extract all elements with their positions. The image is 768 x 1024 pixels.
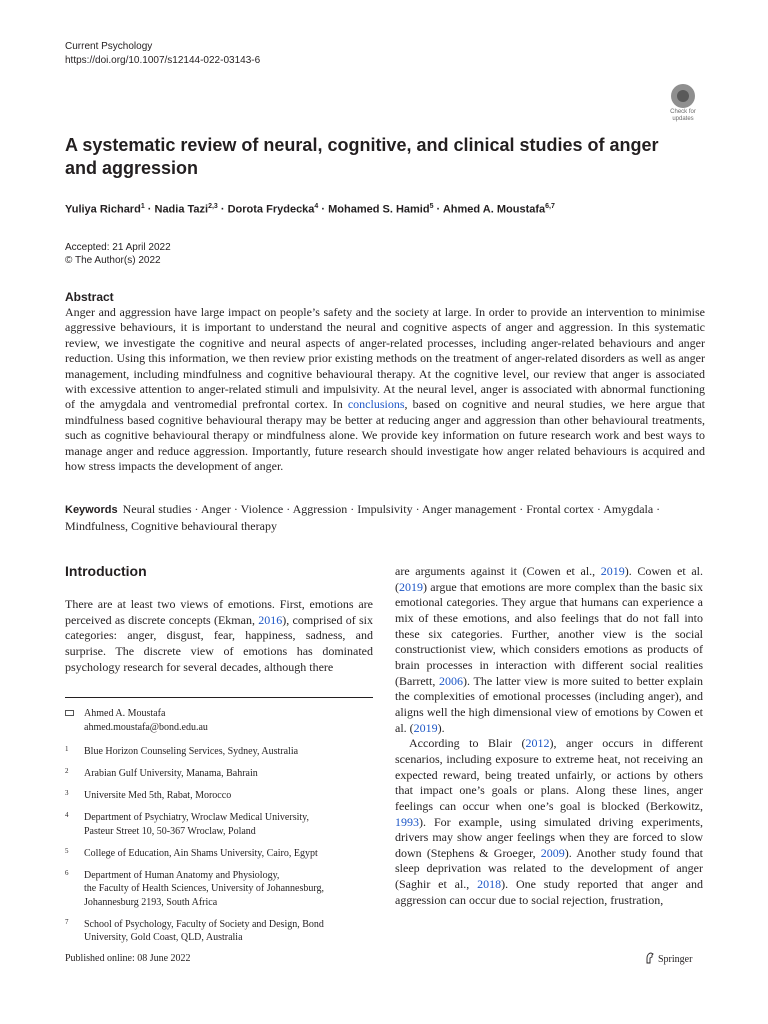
paragraph-text: There are at least two views of emotions. First, emotions are perceived as discrete concepts (Ekman, bbox=[65, 597, 373, 627]
corresponding-author: Ahmed A. Moustafa bbox=[84, 708, 166, 719]
journal-header bbox=[65, 40, 260, 68]
affiliation-item bbox=[65, 767, 375, 781]
paragraph-text: ). Cowen et al. ( bbox=[395, 564, 703, 594]
affiliation-number: 4 bbox=[65, 811, 69, 819]
citation-link[interactable]: 2009 bbox=[540, 845, 565, 860]
affiliation-line: Universite Med 5th, Rabat, Morocco bbox=[84, 790, 232, 801]
affiliation-number: 6 bbox=[65, 868, 69, 877]
paragraph-text: ). The latter view is more suited to better explain the complexities of emotional processes (including anger), and aligns well the high dimensional view of emotions by Cowen et al. ( bbox=[395, 673, 703, 735]
paragraph-text: ), comprised of six categories: anger, disgust, fear, happiness, sadness, and surprise. The discrete view of emotions has dominated psychology research for several decades, although there bbox=[65, 612, 374, 674]
affiliation-number: 1 bbox=[65, 745, 69, 753]
author-separator: · bbox=[433, 203, 443, 216]
introduction-left-paragraph bbox=[65, 597, 373, 676]
affiliation-line: University, Gold Coast, QLD, Australia bbox=[84, 932, 243, 943]
author-affiliation-number: 1 bbox=[140, 203, 145, 210]
author-separator: · bbox=[318, 203, 329, 216]
affiliation-item bbox=[65, 811, 375, 838]
affiliation-line: Pasteur Street 10, 50-367 Wroclaw, Poland bbox=[84, 825, 256, 837]
abstract-text-part-2: , based on cognitive and neural studies, we here argue that mindfulness based cognitive behavioural therapy may be better at reducing anger and aggression than other behavioural treatments, such as cognitive behavioural therapy or mindfulness alone. We provide key information on future research work and best ways to manage anger and reduce aggression. Importantly, future research should investigate how anger related behaviours is acquired and how stress impacts the development of anger. bbox=[65, 397, 705, 474]
badge-line-2: updates bbox=[672, 116, 694, 122]
author-name[interactable]: Yuliya Richard bbox=[65, 203, 141, 216]
springer-horse-icon bbox=[645, 952, 654, 964]
paragraph-text: ), anger occurs in different scenarios, including exposure to extreme heat, not receiving an expected reward, being treated unfairly, or actions by others that impact one’s goals or plans. Along these lines, anger feelings can occur when one’s goal is blocked (Berkowitz, bbox=[395, 736, 703, 813]
doi-link[interactable]: https://doi.org/10.1007/s12144-022-03143-6 bbox=[65, 55, 261, 66]
author-name[interactable]: Dorota Frydecka bbox=[227, 203, 315, 216]
author-affiliation-number: 4 bbox=[314, 203, 319, 210]
paragraph-text: ). bbox=[437, 720, 445, 735]
author-affiliation-number: 5 bbox=[429, 203, 434, 210]
introduction-right-column bbox=[395, 564, 703, 908]
author-name[interactable]: Ahmed A. Moustafa bbox=[442, 203, 546, 216]
affiliation-number: 7 bbox=[65, 917, 69, 926]
citation-link[interactable]: 2019 bbox=[399, 579, 423, 594]
abstract-text-part-1: Anger and aggression have large impact on people’s safety and the society at large. In order to provide an intervention to minimise aggressive behaviours, it is important to understand the neural and cognitive aspects of anger and aggression. In this systematic review, we investigate the cognitive and neural aspects of anger-related processes, including anger-related behaviours and anger reduction. Using this information, we then review prior existing methods on the treatment of anger-related disorders as well as anger management, including mindfulness and cognitive behavioural therapy. At the cognitive level, our review that anger is associated with excessive attention to anger-related stimuli and impulsivity. At the neural level, anger is associated with abnormal functioning of the amygdala and ventromedial prefrontal cortex. In bbox=[65, 305, 705, 412]
affiliation-line: College of Education, Ain Shams University, Cairo, Egypt bbox=[84, 847, 318, 859]
badge-line-1: Check for bbox=[670, 109, 696, 115]
affiliation-number: 2 bbox=[65, 767, 69, 775]
affiliations-list bbox=[65, 745, 375, 953]
affiliation-line: the Faculty of Health Sciences, University of Johannesburg, bbox=[84, 883, 325, 894]
author-separator: · bbox=[144, 203, 155, 216]
citation-link[interactable]: 2019 bbox=[413, 720, 438, 735]
author-list bbox=[65, 203, 555, 216]
introduction-right-paragraph-2 bbox=[395, 736, 703, 908]
author-affiliation-number: 6,7 bbox=[545, 203, 555, 210]
affiliation-item bbox=[65, 869, 375, 910]
affiliation-line: Johannesburg 2193, South Africa bbox=[84, 896, 218, 908]
affiliation-line: Arabian Gulf University, Manama, Bahrain bbox=[84, 768, 258, 779]
paragraph-text: ) argue that emotions are more complex than the basic six emotional categories. They argue that humans can experience a mix of these emotions, and also feelings that do not fall into these six categories. Further, another view is the social constructionist view, which considers emotions as products of brain processes in interaction with different social realities (Barrett, bbox=[395, 579, 703, 688]
envelope-icon bbox=[65, 710, 74, 716]
introduction-right-paragraph-1 bbox=[395, 564, 703, 736]
author-name[interactable]: Mohamed S. Hamid bbox=[328, 203, 430, 216]
check-for-updates-badge[interactable] bbox=[664, 84, 702, 124]
paragraph-text: are arguments against it (Cowen et al., bbox=[395, 564, 601, 578]
accepted-date: Accepted: 21 April 2022 bbox=[65, 242, 171, 253]
keywords bbox=[65, 501, 705, 534]
citation-link[interactable]: 2012 bbox=[525, 736, 550, 751]
author-name[interactable]: Nadia Tazi bbox=[154, 203, 209, 216]
affiliation-item bbox=[65, 745, 375, 759]
keywords-heading: Keywords bbox=[65, 504, 118, 516]
affiliation-number: 3 bbox=[65, 789, 69, 797]
citation-link[interactable]: 2016 bbox=[258, 612, 283, 627]
conclusions-link[interactable]: conclusions bbox=[347, 397, 405, 412]
publisher-name: Springer bbox=[658, 954, 693, 965]
footnote-divider bbox=[65, 697, 373, 698]
citation-link[interactable]: 2006 bbox=[439, 673, 464, 688]
affiliation-item bbox=[65, 918, 375, 945]
affiliation-item bbox=[65, 847, 375, 861]
abstract-heading: Abstract bbox=[65, 290, 114, 304]
affiliation-line: Department of Psychiatry, Wroclaw Medical University, bbox=[84, 812, 309, 823]
paragraph-text: According to Blair ( bbox=[409, 736, 526, 751]
corresponding-email[interactable]: ahmed.moustafa@bond.edu.au bbox=[84, 722, 208, 733]
citation-link[interactable]: 1993 bbox=[395, 814, 419, 829]
published-date: Published online: 08 June 2022 bbox=[65, 953, 191, 964]
journal-name: Current Psychology bbox=[65, 41, 153, 52]
citation-link[interactable]: 2019 bbox=[600, 564, 625, 578]
paragraph-text: ). Another study found that sleep deprivation was related to the development of anger (Saghir et al., bbox=[395, 845, 703, 892]
author-affiliation-number: 2,3 bbox=[208, 203, 218, 210]
affiliation-line: Department of Human Anatomy and Physiology, bbox=[84, 869, 280, 881]
affiliation-item bbox=[65, 789, 375, 803]
check-for-updates-icon bbox=[671, 84, 695, 108]
author-separator: · bbox=[217, 203, 228, 216]
affiliation-number: 5 bbox=[65, 846, 69, 855]
copyright: © The Author(s) 2022 bbox=[65, 255, 161, 266]
paragraph-text: ). One study reported that anger and aggression can occur due to social rejection, frustration, bbox=[395, 877, 703, 907]
abstract-text bbox=[65, 305, 705, 474]
publisher-logo bbox=[645, 952, 692, 965]
affiliation-line: School of Psychology, Faculty of Society and Design, Bond bbox=[84, 918, 324, 930]
article-title: A systematic review of neural, cognitive, and clinical studies of anger and aggression bbox=[65, 135, 659, 178]
introduction-heading: Introduction bbox=[65, 563, 147, 579]
affiliation-line: Blue Horizon Counseling Services, Sydney, Australia bbox=[84, 746, 299, 757]
article-dates bbox=[65, 241, 171, 267]
citation-link[interactable]: 2018 bbox=[477, 877, 502, 892]
paragraph-text: ). For example, using simulated driving experiments, drivers may show anger feelings when they are forced to slow down (Stephens & Groeger, bbox=[395, 814, 703, 860]
keywords-list: Neural studies · Anger · Violence · Aggression · Impulsivity · Anger management · Frontal cortex · Amygdala · Mindfulness, Cognitive behavioural therapy bbox=[65, 502, 661, 533]
